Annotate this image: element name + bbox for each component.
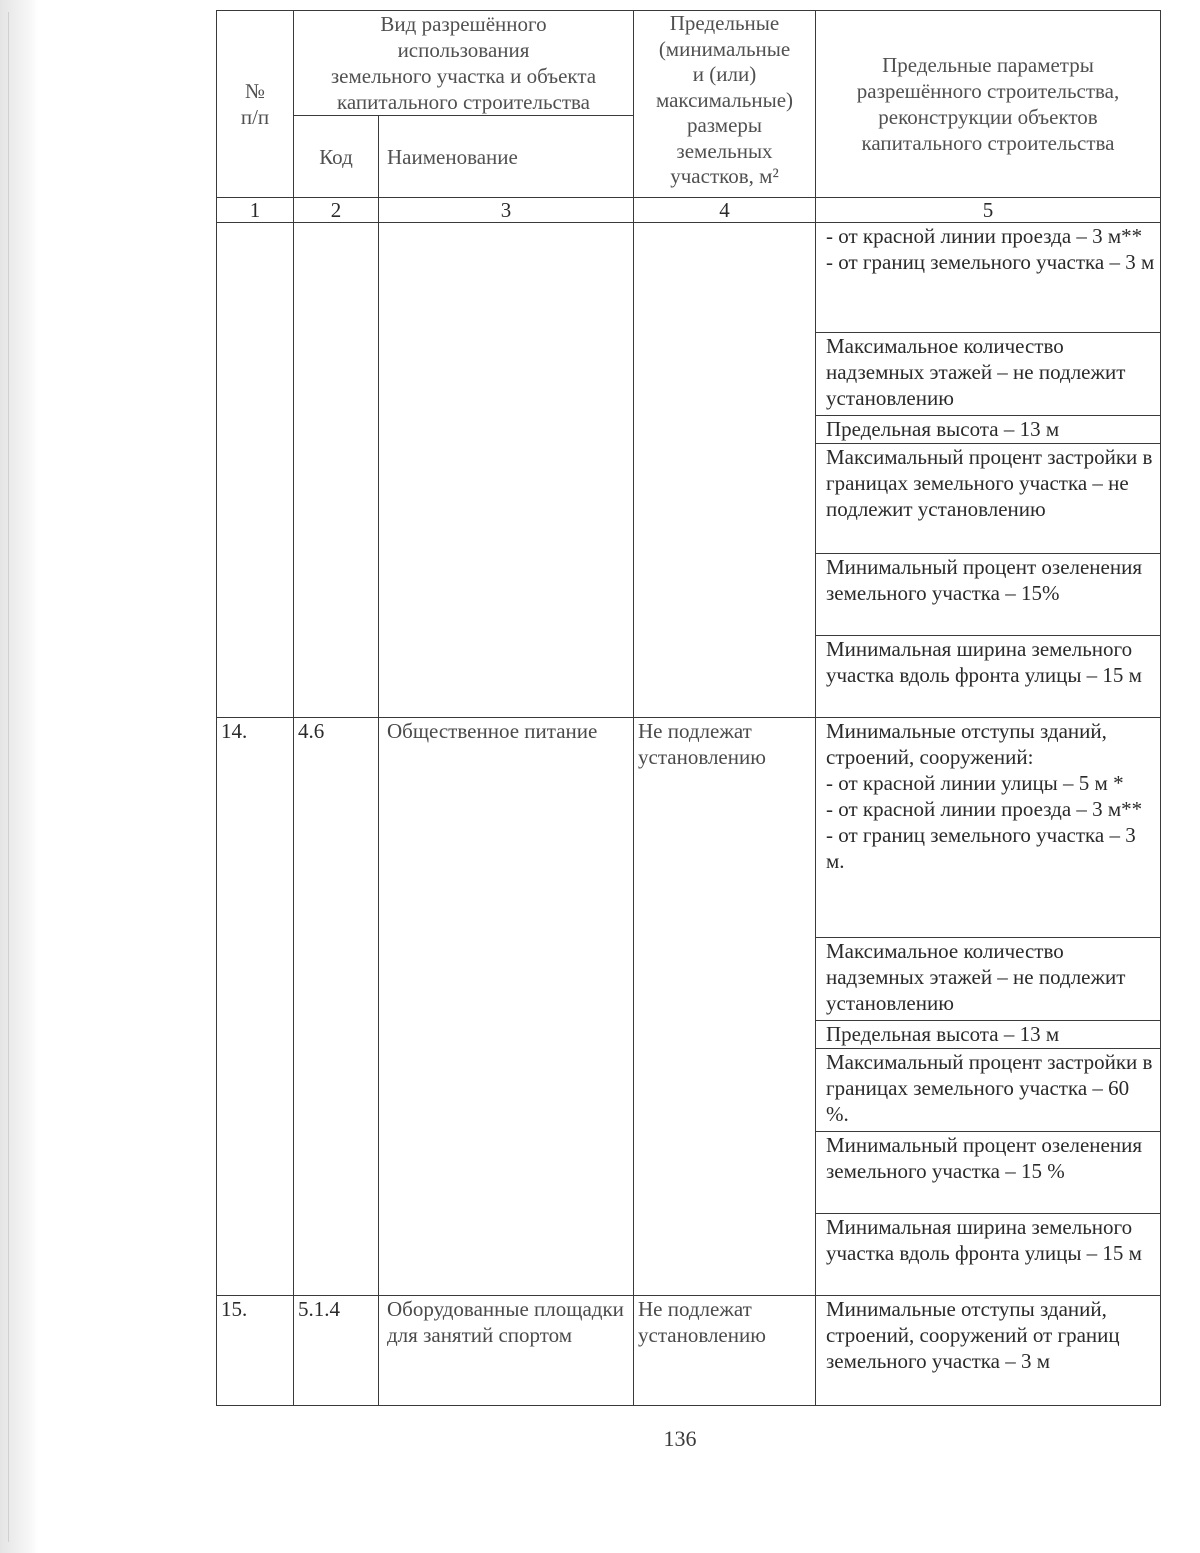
row-size: Не подлежат установлению xyxy=(634,1296,816,1406)
table-row-continued xyxy=(217,223,1161,333)
header-code: Код xyxy=(294,116,379,198)
param-cell: Минимальные отступы зданий, строений, сооружений: - от красной линии улицы – 5 м * - от красной линии проезда – 3 м** - от границ земельного участка – 3 м. xyxy=(816,718,1161,938)
column-numbers-row xyxy=(217,198,1161,223)
row-size xyxy=(634,223,816,718)
header-size: Предельные (минимальные и (или) максимальные) размеры земельных участков, м² xyxy=(634,11,816,198)
param-cell: Минимальный процент озеленения земельного участка – 15 % xyxy=(816,1132,1161,1214)
param-cell: Максимальное количество надземных этажей – не подлежит установлению xyxy=(816,333,1161,416)
param-cell: Минимальная ширина земельного участка вдоль фронта улицы – 15 м xyxy=(816,1214,1161,1296)
param-cell: Максимальный процент застройки в границах земельного участка – не подлежит установлению xyxy=(816,444,1161,554)
column-number: 4 xyxy=(634,198,816,223)
column-number: 5 xyxy=(816,198,1161,223)
header-params: Предельные параметры разрешённого строительства, реконструкции объектов капитального строительства xyxy=(816,11,1161,198)
row-size: Не подлежат установлению xyxy=(634,718,816,1296)
row-name: Оборудованные площадки для занятий спортом xyxy=(379,1296,634,1406)
table-row xyxy=(217,718,1161,938)
param-cell: Максимальное количество надземных этажей – не подлежит установлению xyxy=(816,938,1161,1021)
column-number: 1 xyxy=(217,198,294,223)
column-number: 2 xyxy=(294,198,379,223)
header-num: № п/п xyxy=(217,11,294,198)
scan-edge xyxy=(0,0,38,1553)
row-code: 4.6 xyxy=(294,718,379,1296)
row-name: Общественное питание xyxy=(379,718,634,1296)
row-num xyxy=(217,223,294,718)
row-num: 15. xyxy=(217,1296,294,1406)
param-cell: Максимальный процент застройки в границах земельного участка – 60 %. xyxy=(816,1049,1161,1132)
row-name xyxy=(379,223,634,718)
row-code xyxy=(294,223,379,718)
param-cell: Минимальная ширина земельного участка вдоль фронта улицы – 15 м xyxy=(816,636,1161,718)
column-number: 3 xyxy=(379,198,634,223)
regulations-table xyxy=(216,10,1161,1406)
param-cell: - от красной линии проезда – 3 м** - от границ земельного участка – 3 м xyxy=(816,223,1161,333)
param-cell: Минимальный процент озеленения земельного участка – 15% xyxy=(816,554,1161,636)
param-cell: Предельная высота – 13 м xyxy=(816,1021,1161,1049)
row-code: 5.1.4 xyxy=(294,1296,379,1406)
header-kind: Вид разрешённого использования земельного участка и объекта капитального строительства xyxy=(294,11,634,116)
param-cell: Предельная высота – 13 м xyxy=(816,416,1161,444)
page-number: 136 xyxy=(663,1426,697,1451)
param-cell: Минимальные отступы зданий, строений, сооружений от границ земельного участка – 3 м xyxy=(816,1296,1161,1406)
table-row xyxy=(217,1296,1161,1406)
row-num: 14. xyxy=(217,718,294,1296)
header-row-1 xyxy=(217,11,1161,116)
header-name: Наименование xyxy=(379,116,634,198)
